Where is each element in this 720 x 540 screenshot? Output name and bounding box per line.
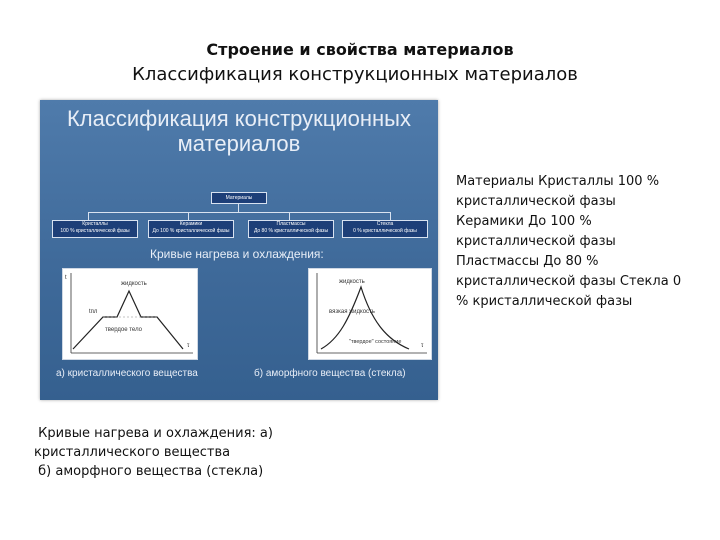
category-box-crystals xyxy=(52,220,138,238)
category-name: Пластмассы xyxy=(276,221,306,227)
slide-image xyxy=(40,100,438,400)
tree-stem xyxy=(238,203,239,212)
figure-caption xyxy=(34,424,334,481)
caption-crystalline: а) кристаллического вещества xyxy=(56,368,198,379)
caption-line1: Кривые нагрева и охлаждения: а) xyxy=(34,426,273,441)
amorphous-curve-plot xyxy=(309,269,431,359)
tau-axis-label: τ xyxy=(187,343,190,349)
tree-bar xyxy=(88,212,390,213)
tree-drop-4 xyxy=(390,212,391,220)
caption-line3: б) аморфного вещества (стекла) xyxy=(34,464,264,479)
tree-drop-1 xyxy=(88,212,89,220)
category-name: Стекла xyxy=(376,221,394,227)
classification-text: Материалы Кристаллы 100 % кристаллической фазы Керамики До 100 % кристаллической фазы Пластмассы До 80 % кристаллической фазы Стекла 0 % кристаллической фазы xyxy=(456,174,682,309)
category-box-plastics xyxy=(248,220,334,238)
category-name: Кристаллы xyxy=(82,221,108,227)
curve-panel-amorphous xyxy=(308,268,432,360)
viscous-label: вязкая жидкость xyxy=(329,309,375,315)
t-axis-label: t xyxy=(65,275,67,281)
root-box: Материалы xyxy=(211,192,267,204)
caption-line2: кристаллического вещества xyxy=(34,445,231,460)
category-desc: До 100 % кристаллической фазы xyxy=(152,228,230,234)
liquid-label: жидкость xyxy=(339,279,365,285)
category-box-ceramics xyxy=(148,220,234,238)
heating-cooling-curve xyxy=(73,291,183,349)
category-desc: 0 % кристаллической фазы xyxy=(353,228,417,234)
curve-panel-crystalline xyxy=(62,268,198,360)
caption-amorphous: б) аморфного вещества (стекла) xyxy=(254,368,406,379)
page-title: Строение и свойства материалов xyxy=(206,40,514,59)
tree-drop-2 xyxy=(188,212,189,220)
solid-state-label: "твердое" состояние xyxy=(349,339,402,345)
slide-title xyxy=(40,106,438,156)
category-desc: До 80 % кристаллической фазы xyxy=(253,228,329,234)
category-name: Керамики xyxy=(179,221,203,227)
tpl-label: tпл xyxy=(89,309,98,315)
liquid-label: жидкость xyxy=(121,281,147,287)
solid-label: твердое тело xyxy=(105,327,142,333)
curves-title: Кривые нагрева и охлаждения: xyxy=(150,247,324,261)
tau-axis-label: τ xyxy=(421,343,424,349)
slide-title-line1: Классификация конструкционных xyxy=(66,106,411,131)
tree-drop-3 xyxy=(289,212,290,220)
slide-title-line2: материалов xyxy=(177,131,301,156)
crystalline-curve-plot xyxy=(63,269,197,359)
category-desc: 100 % кристаллической фазы xyxy=(60,228,130,234)
page-subtitle: Классификация конструкционных материалов xyxy=(132,64,578,85)
category-box-glass xyxy=(342,220,428,238)
